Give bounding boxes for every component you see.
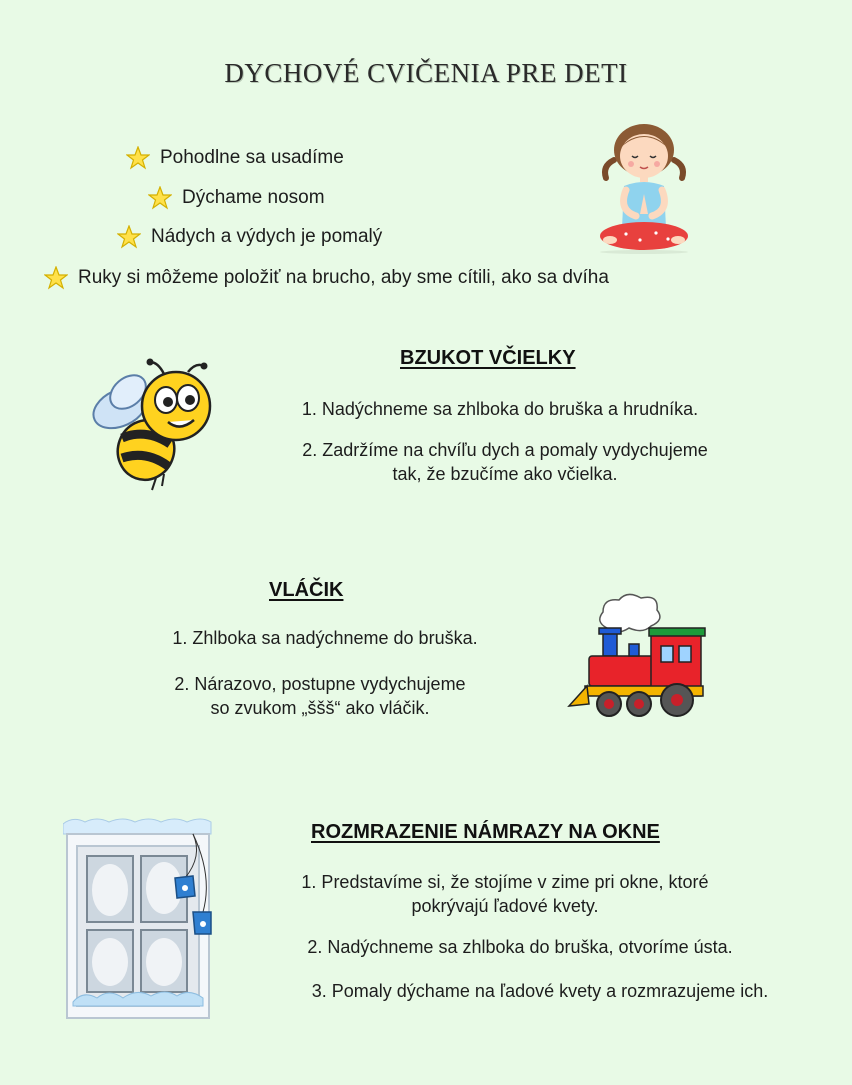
section-step: 1. Predstavíme si, že stojíme v zime pri okne, ktoré: [301, 872, 709, 892]
star-icon: [148, 186, 172, 210]
intro-item-4: [44, 266, 609, 290]
intro-item-3: [117, 225, 382, 249]
page-title: DYCHOVÉ CVIČENIA PRE DETI: [224, 58, 628, 88]
intro-text: Ruky si môžeme položiť na brucho, aby sme cítili, ako sa dvíha: [78, 267, 609, 288]
section-step: pokrývajú ľadové kvety.: [411, 896, 599, 916]
intro-item-1: [126, 146, 344, 170]
section-step: tak, že bzučíme ako včielka.: [392, 464, 618, 484]
intro-text: Nádych a výdych je pomalý: [151, 226, 383, 247]
meditating-girl-image: [596, 120, 692, 254]
section-heading-bee: BZUKOT VČIELKY: [400, 347, 576, 369]
section-step: 2. Nárazovo, postupne vydychujeme: [174, 674, 466, 694]
section-step: 2. Nadýchneme sa zhlboka do bruška, otvoríme ústa.: [307, 937, 733, 957]
section-step: 3. Pomaly dýchame na ľadové kvety a rozmrazujeme ich.: [311, 981, 769, 1001]
section-heading-window: ROZMRAZENIE NÁMRAZY NA OKNE: [311, 821, 660, 843]
intro-text: Pohodlne sa usadíme: [160, 147, 344, 168]
intro-item-2: [148, 186, 325, 210]
intro-text: Dýchame nosom: [182, 187, 325, 208]
bee-image: [88, 358, 218, 492]
star-icon: [117, 225, 141, 249]
section-heading-train: VLÁČIK: [269, 579, 344, 601]
section-step: 2. Zadržíme na chvíľu dych a pomaly vydychujeme: [302, 440, 708, 460]
star-icon: [44, 266, 68, 290]
star-icon: [126, 146, 150, 170]
section-step: 1. Zhlboka sa nadýchneme do bruška.: [172, 628, 478, 648]
frosted-window-image: [63, 816, 215, 1020]
section-step: so zvukom „ššš“ ako vláčik.: [210, 698, 430, 718]
section-step: 1. Nadýchneme sa zhlboka do bruška a hrudníka.: [301, 399, 699, 419]
train-image: [565, 592, 710, 722]
